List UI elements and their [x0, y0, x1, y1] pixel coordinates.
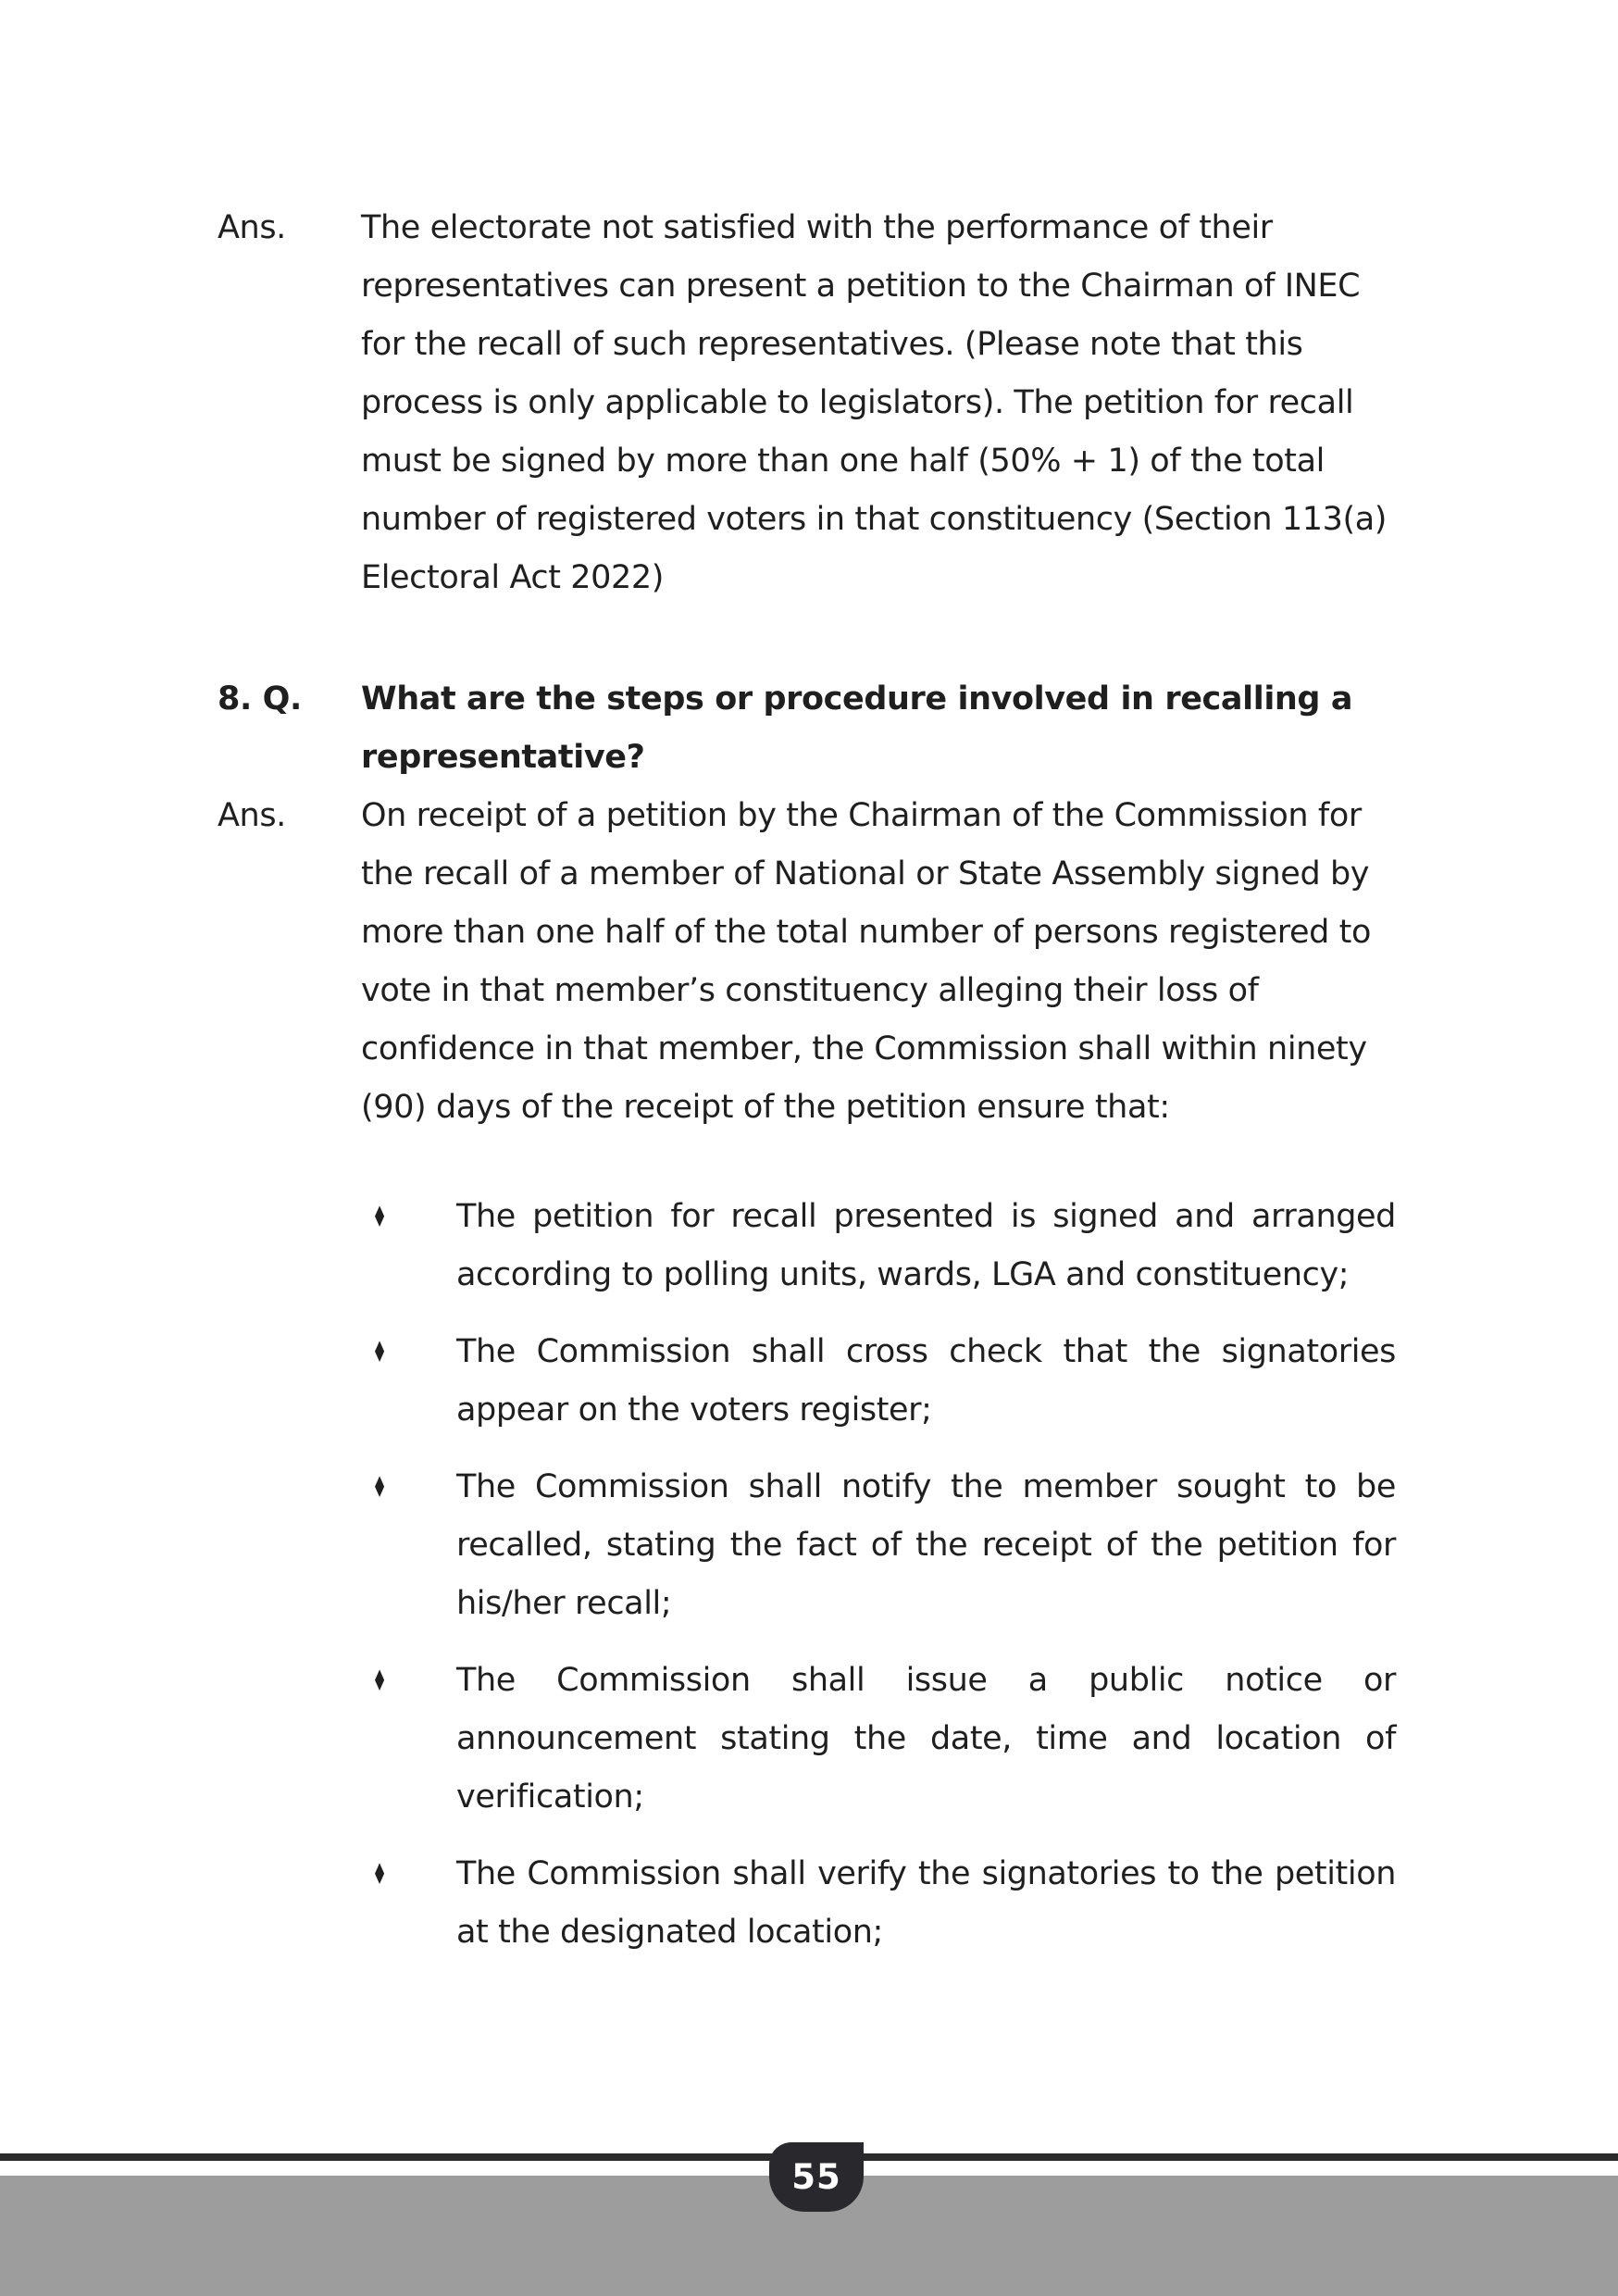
- bullet-text: The Commission shall verify the signatories to the petition at the designated location;: [456, 1855, 1396, 1951]
- diamond-bullet-icon: ♦: [372, 1665, 387, 1698]
- bullet-item: [361, 1323, 1396, 1440]
- bullet-marker-cell: [361, 1323, 456, 1440]
- diamond-bullet-icon: ♦: [372, 1336, 387, 1369]
- bullet-item: [361, 1188, 1396, 1304]
- bullet-list-block: [218, 1188, 1396, 1962]
- bullet-list: [361, 1188, 1396, 1962]
- answer-7-block: [218, 199, 1396, 607]
- bullet-text: The Commission shall cross check that the signatories appear on the voters register;: [456, 1333, 1396, 1429]
- bullet-text: The Commission shall notify the member sought to be recalled, stating the fact of the receipt of the petition for his/her recall;: [456, 1468, 1396, 1622]
- diamond-bullet-icon: ♦: [372, 1471, 387, 1504]
- bullet-item: [361, 1458, 1396, 1633]
- bullet-item: [361, 1845, 1396, 1962]
- question-8-block: [218, 670, 1396, 787]
- bullet-text: The petition for recall presented is signed and arranged according to polling units, wards, LGA and constituency;: [456, 1198, 1396, 1293]
- question-label: 8. Q.: [218, 680, 302, 718]
- bullet-marker-cell: [361, 1845, 456, 1962]
- bullet-item: [361, 1652, 1396, 1827]
- answer-label: Ans.: [218, 209, 286, 246]
- question-text: What are the steps or procedure involved in recalling a representative?: [361, 680, 1353, 776]
- bullet-marker-cell: [361, 1458, 456, 1633]
- bullet-marker-cell: [361, 1188, 456, 1304]
- answer-text: On receipt of a petition by the Chairman of the Commission for the recall of a member of National or State Assembly signed by more than one half of the total number of persons registered to vote in that member’s constituency alleging their loss of confidence in that member, the Commission shall within ninety (90) days of the receipt of the petition ensure that:: [361, 797, 1372, 1126]
- diamond-bullet-icon: ♦: [372, 1201, 387, 1234]
- qa-content: [218, 199, 1396, 1962]
- page-number-badge: [769, 2142, 864, 2212]
- page-number: 55: [791, 2157, 841, 2197]
- bullet-marker-cell: [361, 1652, 456, 1827]
- diamond-bullet-icon: ♦: [372, 1858, 387, 1891]
- answer-label: Ans.: [218, 797, 286, 834]
- answer-8-block: [218, 787, 1396, 1137]
- answer-text: The electorate not satisfied with the performance of their representatives can present a petition to the Chairman of INEC for the recall of such representatives. (Please note that this process is only applicable to legislators). The petition for recall must be signed by more than one half (50% + 1) of the total number of registered voters in that constituency (Section 113(a) Electoral Act 2022): [361, 209, 1388, 596]
- bullet-text: The Commission shall issue a public notice or announcement stating the date, time and location of verification;: [456, 1662, 1396, 1816]
